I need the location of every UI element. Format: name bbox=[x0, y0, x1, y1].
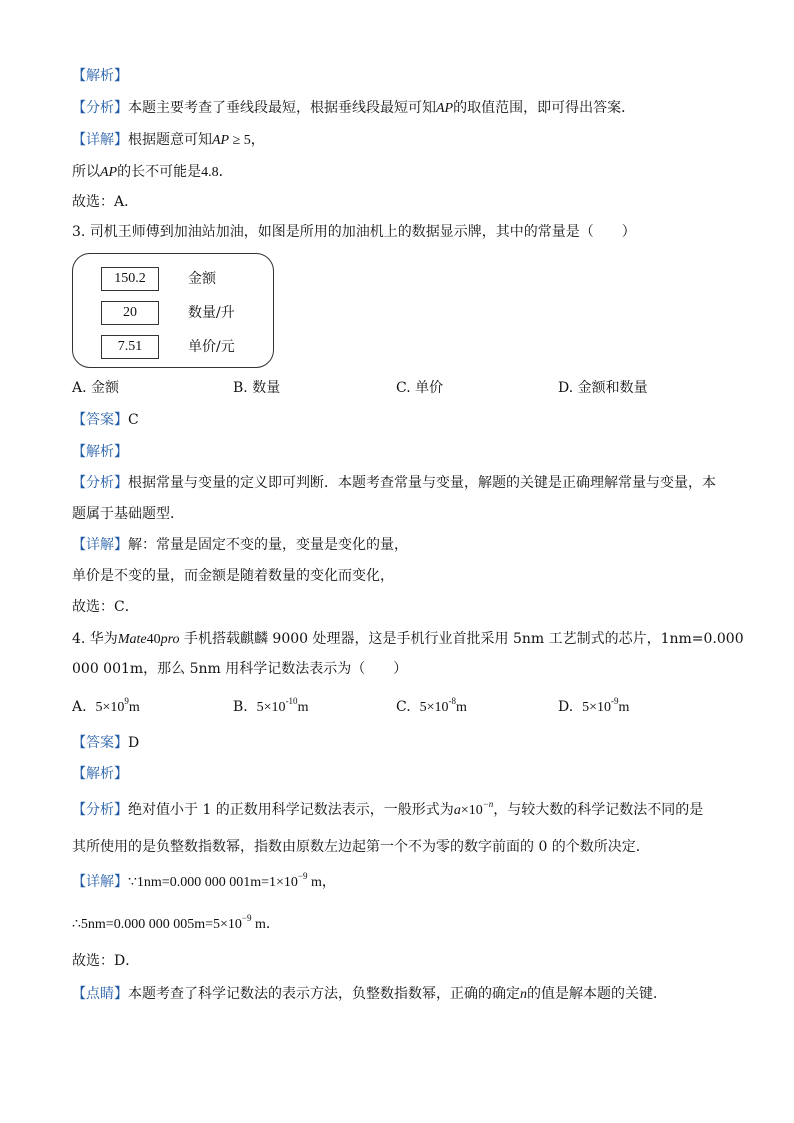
q3-fenxi-line2: 题属于基础题型． bbox=[72, 506, 184, 522]
q3-xiangjie-line2: 单价是不变的量，而金额是随着数量的变化而变化， bbox=[72, 568, 394, 584]
q3-choice: 故选：C． bbox=[72, 599, 139, 615]
q2-fenxi: 【分析】本题主要考查了垂线段最短，根据垂线段最短可知AP的取值范围，即可得出答案． bbox=[72, 100, 636, 116]
q4-dianjing: 【点睛】本题考查了科学记数法的表示方法，负整数指数幂，正确的确定n的值是解本题的关键． bbox=[72, 986, 667, 1002]
q2-conclusion: 所以AP的长不可能是4.8． bbox=[72, 164, 233, 180]
q3-option-c: C. 单价 bbox=[396, 380, 444, 396]
display-label-unit-price: 单价/元 bbox=[188, 339, 235, 355]
q4-option-d: D. $5\times 10^{-9}m$ bbox=[558, 696, 630, 715]
q3-analysis-heading: 【解析】 bbox=[72, 444, 128, 460]
q4-choice: 故选：D． bbox=[72, 953, 140, 969]
q2-choice: 故选：A． bbox=[72, 194, 139, 210]
q2-xiangjie: 【详解】根据题意可知AP ≥ 5， bbox=[72, 132, 265, 148]
q4-option-b: B. $5\times 10^{-10}m$ bbox=[233, 696, 309, 715]
q4-analysis-heading: 【解析】 bbox=[72, 766, 128, 782]
q4-option-c: C. $5\times 10^{-8}m$ bbox=[396, 696, 467, 715]
q4-xiangjie-line2: ∴5nm=0.000 000 $005m=5\times 10^{-9}$ m． bbox=[72, 913, 280, 932]
display-value-unit-price: 7.51 bbox=[101, 335, 159, 359]
q4-fenxi-line1: 【分析】绝对值小于 1 的正数用科学记数法表示，一般形式为$a\times 10^{-n}$，与较大数的科学记数法不同的是 bbox=[72, 799, 704, 818]
q4-stem-line1: 4. 华为Mate40pro 手机搭载麒麟 9000 处理器，这是手机行业首批采用 5nm 工艺制式的芯片，1nm=0.000 bbox=[72, 631, 744, 647]
q4-fenxi-line2: 其所使用的是负整数指数幂，指数由原数左边起第一个不为零的数字前面的 0 的个数所决定． bbox=[72, 839, 650, 855]
q3-option-d: D. 金额和数量 bbox=[558, 380, 648, 396]
q2-analysis-heading: 【解析】 bbox=[72, 68, 128, 84]
display-label-amount: 金额 bbox=[188, 271, 216, 287]
display-label-quantity: 数量/升 bbox=[188, 305, 235, 321]
q4-option-a: A. $5\times 10^9m$ bbox=[72, 696, 140, 715]
q3-option-a: A. 金额 bbox=[72, 380, 120, 396]
q3-stem: 3. 司机王师傅到加油站加油，如图是所用的加油机上的数据显示牌，其中的常量是（ ） bbox=[72, 224, 636, 240]
q3-option-b: B. 数量 bbox=[233, 380, 281, 396]
q3-xiangjie-line1: 【详解】解：常量是固定不变的量，变量是变化的量， bbox=[72, 537, 408, 553]
fuel-display-panel bbox=[72, 253, 274, 368]
q3-fenxi-line1: 【分析】根据常量与变量的定义即可判断．本题考查常量与变量，解题的关键是正确理解常量与变量，本 bbox=[72, 475, 716, 491]
q3-answer: 【答案】C bbox=[72, 412, 139, 428]
q4-stem-line2: 000 001m，那么 5nm 用科学记数法表示为（ ） bbox=[72, 661, 408, 677]
q4-xiangjie-line1: 【详解】∵1nm=0.000 000 $001m=1\times 10^{-9}$ m， bbox=[72, 871, 336, 890]
q4-answer: 【答案】D bbox=[72, 735, 140, 751]
display-value-quantity: 20 bbox=[101, 301, 159, 325]
display-value-amount: 150.2 bbox=[101, 267, 159, 291]
